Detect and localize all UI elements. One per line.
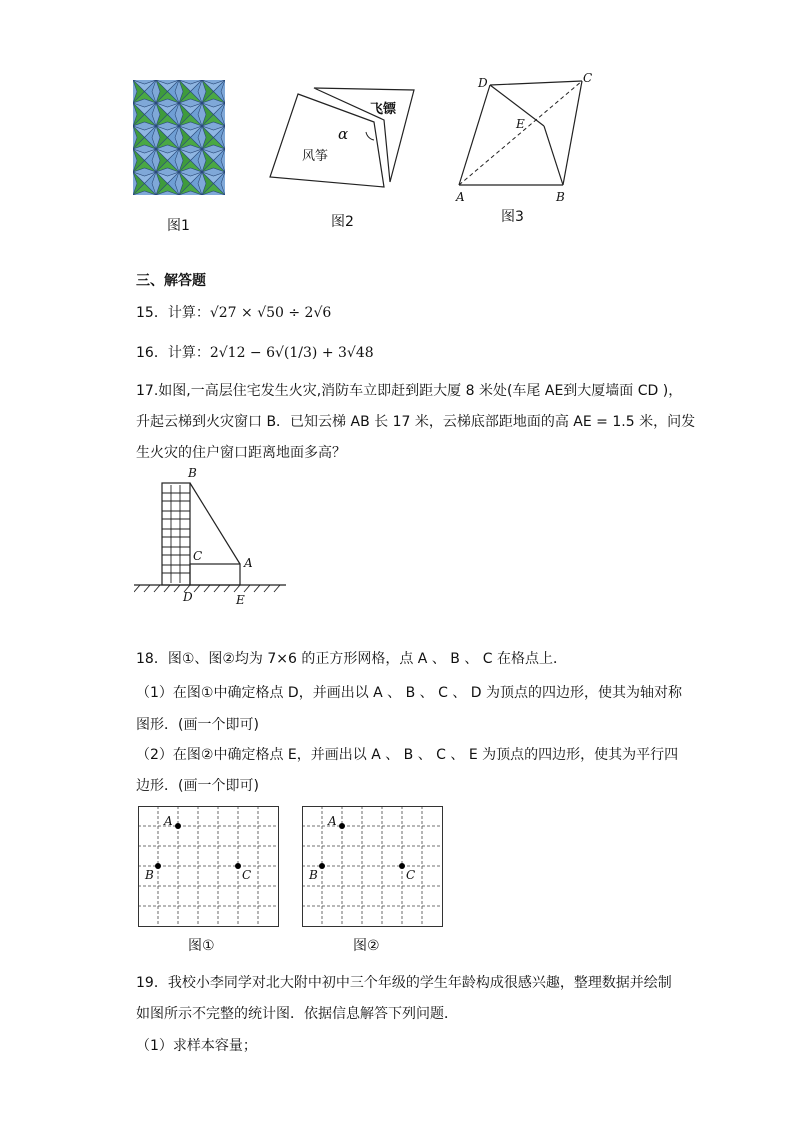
point-A [175, 823, 181, 829]
fig3-label-D: D [478, 76, 488, 90]
q18-line-3: 图形．(画一个即可) [136, 717, 259, 733]
q19-line-3: （1）求样本容量； [136, 1038, 257, 1054]
q17-line-3: 生火灾的住户窗口距离地面多高？ [136, 445, 346, 461]
kite-shape [270, 94, 384, 187]
grid-1-svg [138, 806, 280, 928]
grid-1-caption: 图① [188, 938, 215, 954]
q17-label-E: E [236, 593, 245, 607]
grid1-label-C: C [242, 868, 252, 882]
q17-line-1: 17.如图,一高层住宅发生火灾,消防车立即赶到距大厦 8 米处(车尾 AE到大厦墙面 CD )， [136, 383, 683, 399]
q17-fire-ladder-diagram [134, 475, 294, 600]
figure-1-tiling [133, 80, 225, 195]
figure-2-caption: 图2 [331, 214, 354, 230]
grid-figure-1 [138, 806, 280, 928]
q18-line-4: （2）在图②中确定格点 E，并画出以 A 、 B 、 C 、 E 为顶点的四边形，使其为平行四 [136, 747, 679, 763]
grid-figure-2 [302, 806, 444, 928]
point-B [319, 863, 325, 869]
section-title: 三、解答题 [136, 273, 206, 289]
q19-line-1: 19．我校小李同学对北大附中初中三个年级的学生年龄构成很感兴趣，整理数据并绘制 [136, 975, 672, 991]
q19-line-2: 如图所示不完整的统计图．依据信息解答下列问题． [136, 1006, 458, 1022]
q15-expression: √27 × √50 ÷ 2√6 [209, 305, 332, 321]
dart-shape [314, 88, 414, 182]
grid2-label-C: C [406, 868, 416, 882]
q17-label-D: D [183, 590, 193, 604]
angle-alpha-label: α [338, 125, 349, 143]
figure-3-caption: 图3 [501, 209, 524, 225]
angle-arc [366, 132, 374, 140]
figure-3-quadrilateral [455, 75, 595, 195]
question-15 [136, 302, 331, 322]
grid-2-caption: 图② [353, 938, 380, 954]
grid2-label-A: A [328, 814, 337, 828]
fig3-label-A: A [456, 190, 465, 204]
grid-2-svg [302, 806, 444, 928]
grid2-label-B: B [309, 868, 318, 882]
point-C [235, 863, 241, 869]
q16-prefix: 16．计算： [136, 345, 210, 361]
question-16 [136, 342, 374, 362]
q15-prefix: 15．计算： [136, 305, 210, 321]
kite-label: 风筝 [302, 149, 329, 164]
q16-expression: 2√12 − 6√(1/3) + 3√48 [209, 345, 374, 361]
q18-line-5: 边形．(画一个即可) [136, 778, 259, 794]
q17-line-2: 升起云梯到火灾窗口 B．已知云梯 AB 长 17 米，云梯底部距地面的高 AE = 1.5 米，问发 [136, 414, 696, 430]
point-C [399, 863, 405, 869]
point-B [155, 863, 161, 869]
q18-line-1: 18．图①、图②均为 7×6 的正方形网格，点 A 、 B 、 C 在格点上． [136, 651, 568, 667]
dart-label: 飞镖 [370, 102, 397, 117]
grid1-label-A: A [164, 814, 173, 828]
fig3-label-E: E [516, 117, 525, 131]
q17-label-A: A [244, 556, 253, 570]
tiling-pattern-image [133, 80, 225, 195]
fig3-label-C: C [583, 71, 593, 85]
point-A [339, 823, 345, 829]
figure-1-caption: 图1 [167, 218, 190, 234]
grid1-label-B: B [145, 868, 154, 882]
q17-label-C: C [193, 549, 203, 563]
q18-line-2: （1）在图①中确定格点 D，并画出以 A 、 B 、 C 、 D 为顶点的四边形，使其为轴对称 [136, 685, 683, 701]
fig3-label-B: B [556, 190, 565, 204]
q17-label-B: B [188, 466, 197, 480]
